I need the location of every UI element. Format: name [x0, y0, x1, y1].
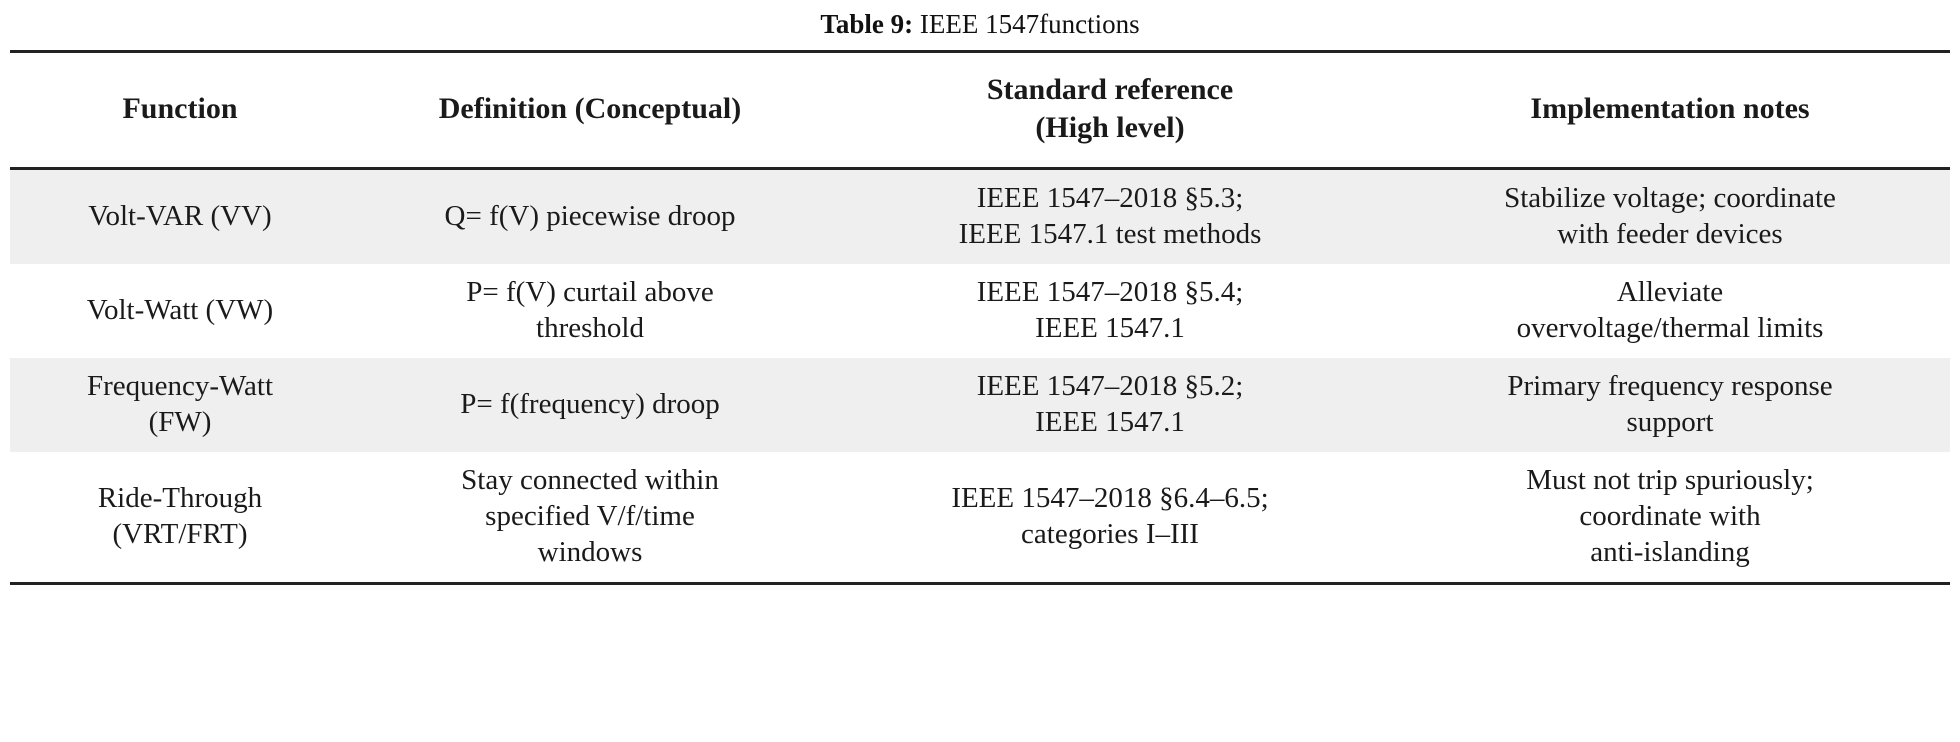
cell-reference	[830, 452, 1390, 584]
cell-line: Stay connected within	[461, 464, 719, 496]
cell-line: Alleviate	[1616, 276, 1724, 308]
table-row	[10, 264, 1950, 358]
cell-function	[10, 358, 350, 452]
cell-definition	[350, 452, 830, 584]
cell-function	[10, 264, 350, 358]
cell-line: IEEE 1547.1 test methods	[958, 218, 1262, 250]
header-line: (High level)	[1035, 111, 1185, 144]
column-header-implementation-notes	[1390, 52, 1950, 169]
cell-function	[10, 452, 350, 584]
cell-notes	[1390, 264, 1950, 358]
header-line: Standard reference	[986, 73, 1234, 106]
cell-line: IEEE 1547.1	[1035, 312, 1185, 344]
cell-line: P= f(frequency) droop	[460, 388, 720, 420]
cell-line: (VRT/FRT)	[112, 518, 248, 550]
cell-line: anti-islanding	[1590, 536, 1750, 568]
cell-line: overvoltage/thermal limits	[1516, 312, 1824, 344]
table-body	[10, 169, 1950, 584]
cell-line: Ride-Through	[97, 482, 263, 514]
cell-line: Must not trip spuriously;	[1526, 464, 1814, 496]
caption-label: Table 9:	[820, 9, 914, 39]
header-line: Implementation notes	[1530, 92, 1810, 125]
column-header-definition	[350, 52, 830, 169]
table-row	[10, 169, 1950, 265]
cell-line: IEEE 1547–2018 §5.3;	[976, 182, 1244, 214]
cell-line: Primary frequency response	[1507, 370, 1833, 402]
cell-line: specified V/f/time	[485, 500, 695, 532]
header-line: Definition (Conceptual)	[438, 92, 742, 125]
cell-line: (FW)	[148, 406, 212, 438]
table-row	[10, 358, 1950, 452]
cell-line: IEEE 1547.1	[1035, 406, 1185, 438]
cell-line: IEEE 1547–2018 §6.4–6.5;	[951, 482, 1269, 514]
cell-function	[10, 169, 350, 265]
cell-line: Q= f(V) piecewise droop	[444, 200, 736, 232]
cell-notes	[1390, 452, 1950, 584]
caption-text: IEEE 1547functions	[913, 9, 1140, 39]
cell-definition	[350, 264, 830, 358]
table-header	[10, 52, 1950, 169]
cell-line: Frequency-Watt	[86, 370, 274, 402]
cell-line: Stabilize voltage; coordinate	[1504, 182, 1836, 214]
cell-line: Volt-VAR (VV)	[88, 200, 272, 232]
cell-line: threshold	[536, 312, 644, 344]
cell-line: P= f(V) curtail above	[466, 276, 714, 308]
cell-line: with feeder devices	[1557, 218, 1783, 250]
cell-definition	[350, 358, 830, 452]
cell-line: IEEE 1547–2018 §5.4;	[976, 276, 1244, 308]
column-header-function	[10, 52, 350, 169]
table-caption	[10, 0, 1950, 50]
column-header-standard-reference	[830, 52, 1390, 169]
header-line: Function	[122, 92, 238, 125]
cell-reference	[830, 264, 1390, 358]
header-row	[10, 52, 1950, 169]
cell-line: support	[1626, 406, 1714, 438]
cell-reference	[830, 358, 1390, 452]
cell-line: windows	[537, 536, 643, 568]
table-row	[10, 452, 1950, 584]
cell-line: Volt-Watt (VW)	[86, 294, 274, 326]
cell-reference	[830, 169, 1390, 265]
cell-notes	[1390, 358, 1950, 452]
cell-line: IEEE 1547–2018 §5.2;	[976, 370, 1244, 402]
cell-notes	[1390, 169, 1950, 265]
cell-line: coordinate with	[1579, 500, 1761, 532]
cell-line: categories I–III	[1021, 518, 1199, 550]
ieee-1547-functions-table	[10, 50, 1950, 585]
cell-definition	[350, 169, 830, 265]
